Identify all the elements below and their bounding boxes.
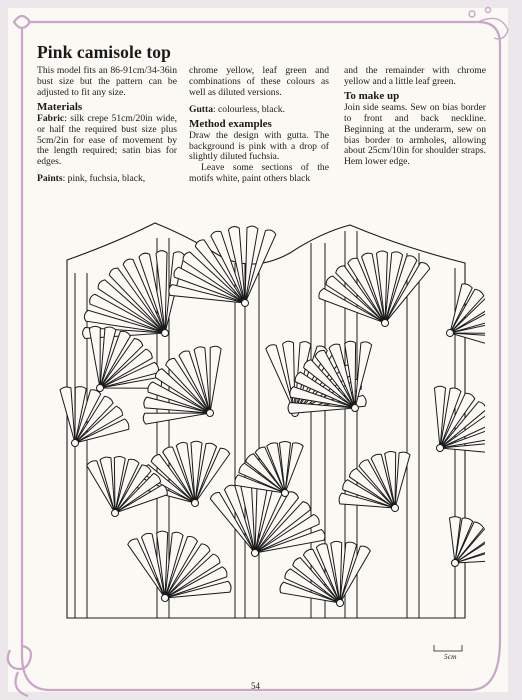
fan-motif <box>427 507 485 587</box>
fan-motif <box>311 239 441 342</box>
intro-text: This model fits an 86-91cm/34-36in bust size but the pattern can be adjusted to fit any size. <box>37 65 177 98</box>
fabric-label: Fabric <box>37 112 65 124</box>
paints-continued: chrome yellow, leaf green and combinations of these colours as well as diluted versions. <box>189 65 329 98</box>
column-1 <box>37 66 177 185</box>
fan-motif <box>405 372 485 484</box>
fan-motif <box>429 276 485 366</box>
method-paragraph-2: Leave some sections of the motifs white, paint others black <box>189 162 329 185</box>
column-2 <box>189 66 329 185</box>
paints-paragraph <box>37 174 177 185</box>
gutta-text: : colourless, black. <box>212 103 285 115</box>
gutta-paragraph <box>189 105 329 116</box>
paints-label: Paints <box>37 173 63 185</box>
scale-bar <box>430 642 466 666</box>
page-title: Pink camisole top <box>37 42 171 62</box>
make-up-text: Join side seams. Sew on bias border to front and back neckline. Beginning at the underarm, sew on bias border to armholes, allowing about 25cm/10in for shoulder straps. Hem lower edge. <box>344 101 486 168</box>
page-number: 54 <box>251 681 260 691</box>
fabric-paragraph <box>37 114 177 169</box>
method-continued: and the remainder with chrome yellow and a little leaf green. <box>344 65 486 87</box>
column-3 <box>344 66 486 168</box>
fan-motif <box>327 437 432 535</box>
fan-motif <box>125 328 250 453</box>
fan-motif <box>112 513 244 625</box>
fabric-text: : silk crepe 51cm/20in wide, or half the required bust size plus 5cm/2in for ease of movement by the length required; satin bias for edges. <box>37 112 177 168</box>
gutta-label: Gutta <box>189 103 213 115</box>
make-up-heading: To make up <box>344 89 400 102</box>
scale-label: 5cm <box>444 652 457 661</box>
materials-heading: Materials <box>37 100 83 113</box>
camisole-pattern-illustration <box>45 213 485 643</box>
method-paragraph-1: Draw the design with gutta. The background is pink with a drop of slightly diluted fuchsia. <box>189 129 329 163</box>
method-heading: Method examples <box>189 117 272 130</box>
paints-text: : pink, fuchsia, black, <box>62 173 146 185</box>
